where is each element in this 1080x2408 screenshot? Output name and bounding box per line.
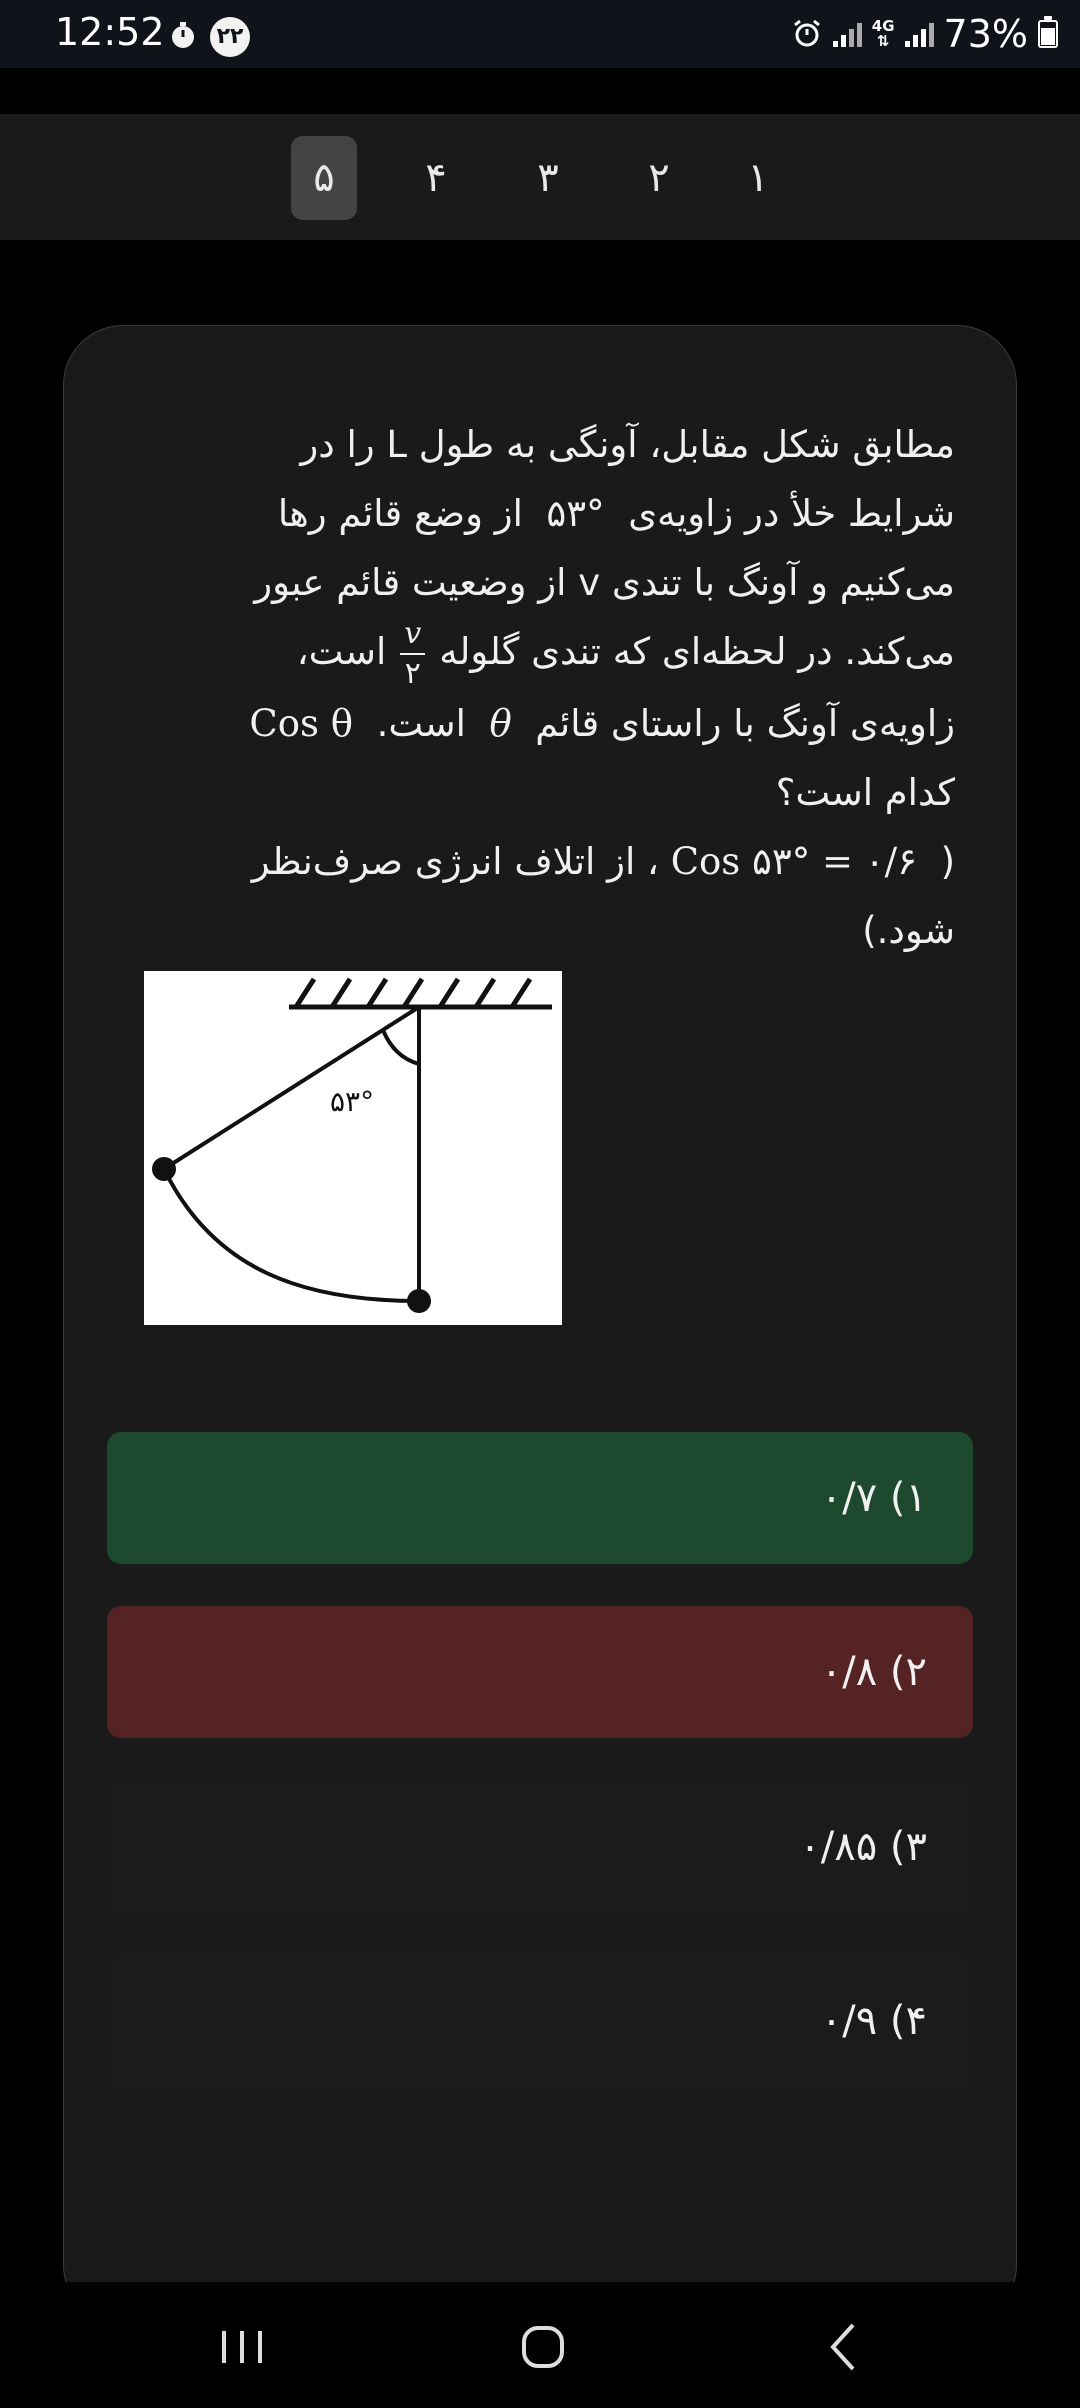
question-text [150,410,955,965]
clock: 12:52 [55,10,165,54]
bob-vertical [407,1289,431,1313]
question-line: شود.) [862,908,955,952]
angle-arc [383,1030,419,1064]
theta-symbol: θ [489,701,512,745]
option-label: ۲) ۰/۸ [820,1649,927,1695]
timer-icon [168,20,198,50]
option-label: ۴) ۰/۹ [820,1998,927,2044]
option-1[interactable] [107,1432,973,1564]
battery-percent: 73% [943,12,1028,56]
question-line: مطابق شکل مقابل، آونگی به طول L را در [300,423,955,466]
question-tabs [0,114,1080,240]
angle-value: ۵۳° [546,492,605,535]
signal-icon [833,21,862,47]
question-line: ( [940,839,955,883]
option-label: ۳) ۰/۸۵ [799,1824,927,1870]
question-line: است، [296,630,387,673]
option-2[interactable] [107,1606,973,1738]
question-line: شرایط خلأ در زاویه‌ی [628,492,955,535]
network-type: 4G ⇅ [871,17,895,50]
displaced-string [164,1007,419,1169]
tab-4[interactable]: ۴ [425,155,447,201]
cos-theta: Cos θ [249,701,354,745]
battery-icon [1038,20,1058,48]
question-line: از وضع قائم رها [277,492,523,535]
v-over-2-fraction [400,615,425,691]
fraction-denominator: ۲ [404,655,421,691]
question-line: است. [376,701,466,745]
question-line: زاویه‌ی آونگ با راستای قائم [535,701,955,745]
fraction-numerator: v [400,619,425,655]
tab-3[interactable]: ۳ [537,155,559,201]
swing-arc [164,1169,419,1301]
question-line: ، از اتلاف انرژی صرف‌نظر [251,839,659,883]
ceiling [289,979,552,1007]
navigation-bar [0,2282,1080,2408]
status-bar [0,0,1080,68]
alarm-icon [791,18,823,50]
option-3[interactable] [107,1781,973,1913]
back-icon[interactable] [805,2307,885,2387]
pendulum-figure [144,971,562,1325]
bob-displaced [152,1157,176,1181]
signal-icon-2 [905,21,934,47]
angle-label: ۵۳° [330,1085,375,1118]
tab-1[interactable]: ۱ [747,155,769,201]
tab-2[interactable]: ۲ [648,155,670,201]
status-icons [791,8,1058,60]
home-icon[interactable] [503,2307,583,2387]
question-line: می‌کنیم و آونگ با تندی v از وضعیت قائم عبور [254,561,955,604]
option-4[interactable] [107,1955,973,2087]
question-line: کدام است؟ [775,770,955,814]
tab-5[interactable]: ۵ [291,136,357,220]
option-label: ۱) ۰/۷ [820,1475,927,1521]
question-line: می‌کند. در لحظه‌ای که تندی گلوله [439,630,955,673]
cos53-value: Cos ۵۳° = ۰/۶ [670,839,918,883]
notification-badge: ۲۲ [210,17,250,57]
recent-apps-icon[interactable] [202,2307,282,2387]
